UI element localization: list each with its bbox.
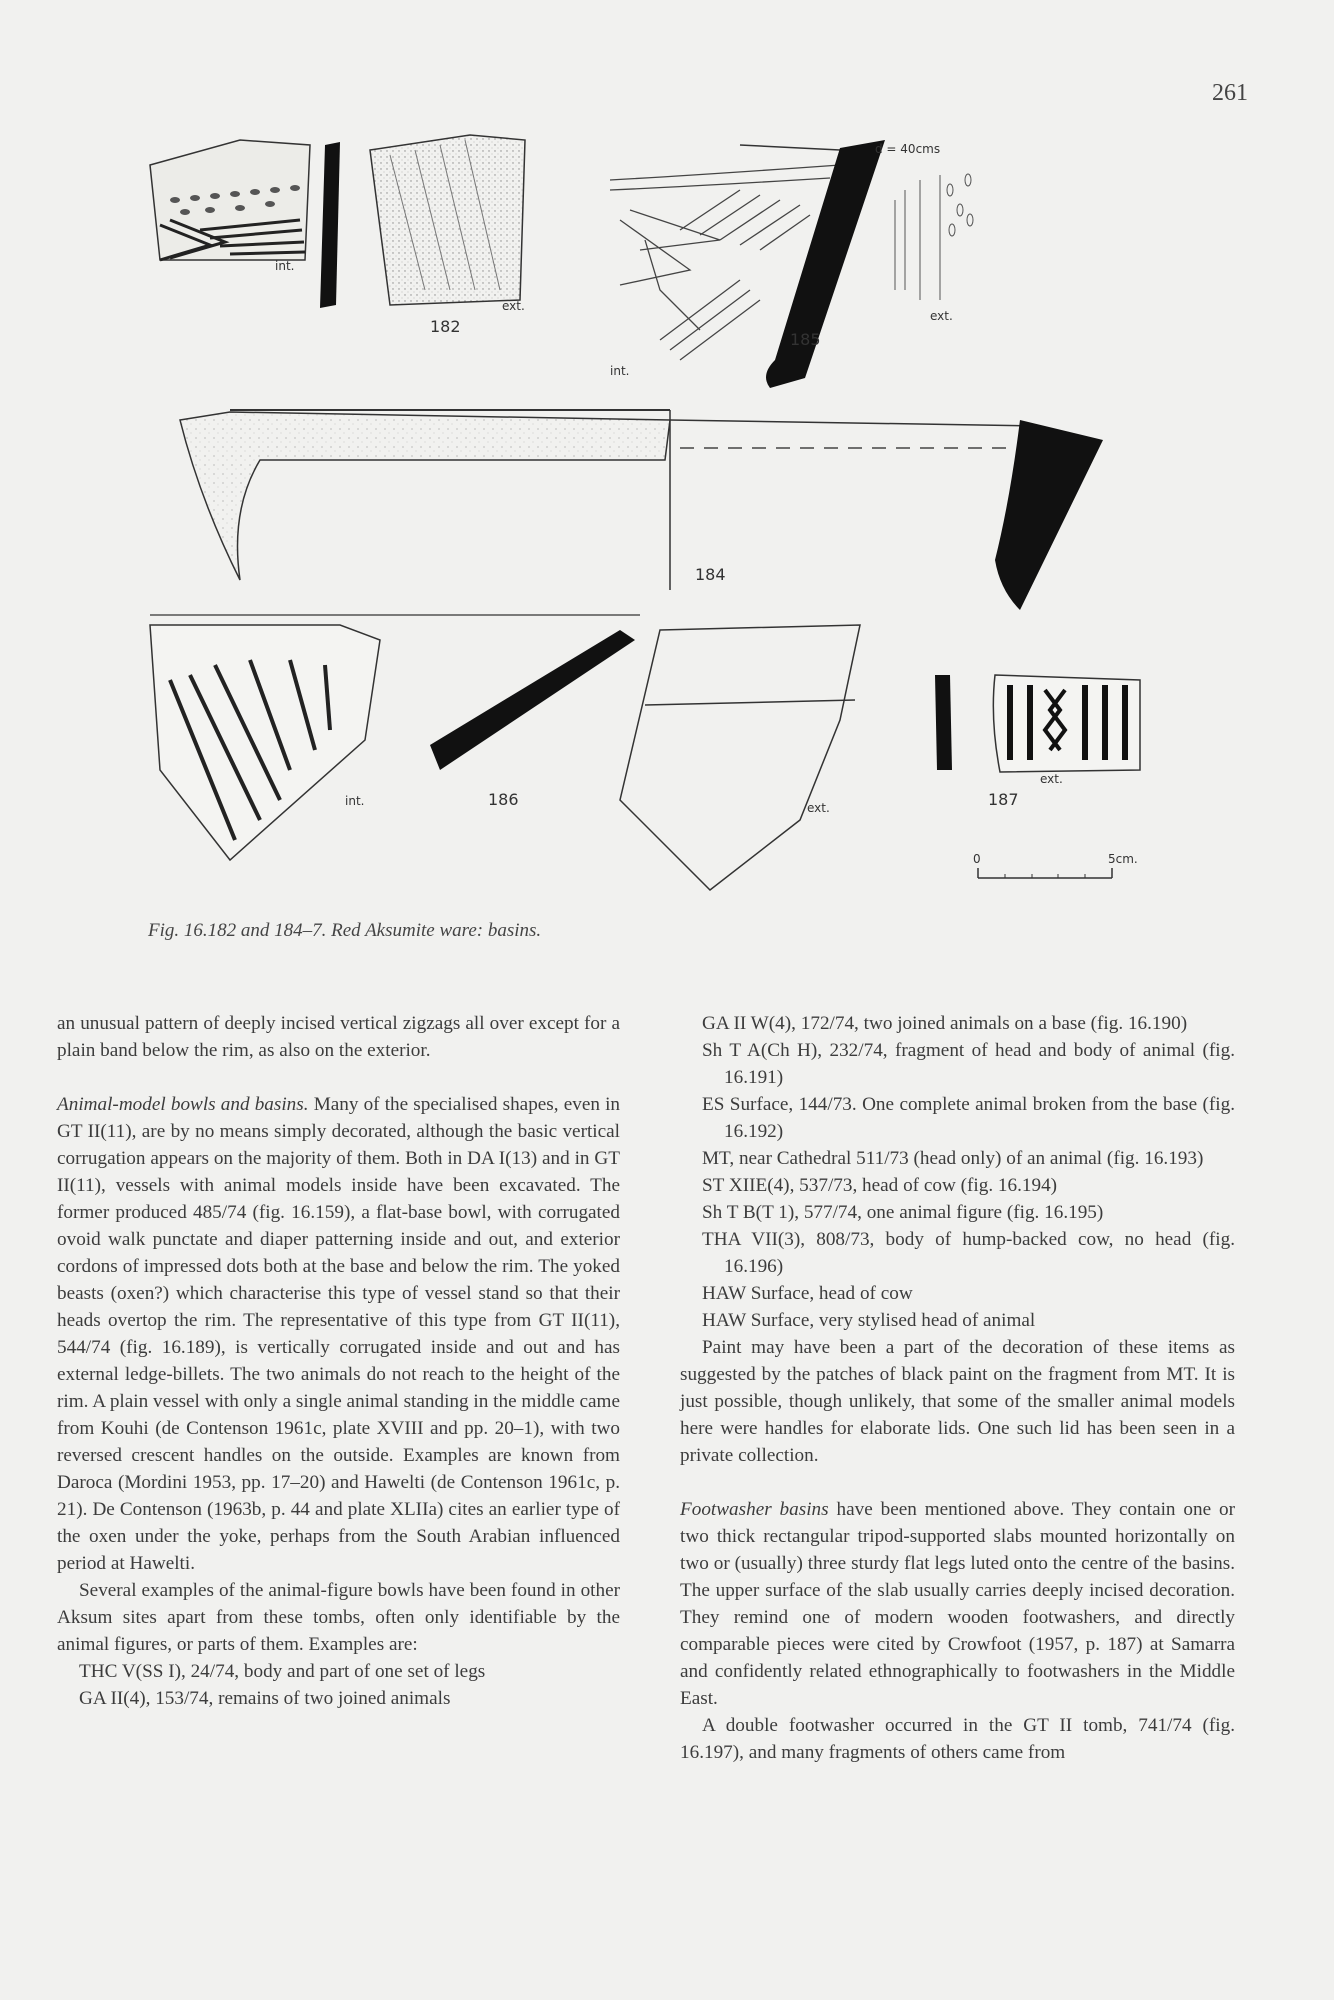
label-186-int: int. (345, 794, 365, 808)
scale-five: 5cm. (1108, 852, 1138, 866)
list-item: THA VII(3), 808/73, body of hump-backed cow, no head (fig. 16.196) (702, 1229, 1235, 1277)
pottery-figure (140, 120, 1190, 900)
label-186-ext: ext. (807, 801, 830, 815)
list-item: MT, near Cathedral 511/73 (head only) of an animal (fig. 16.193) (702, 1148, 1204, 1169)
list-item: ST XIIE(4), 537/73, head of cow (fig. 16.194) (702, 1175, 1058, 1196)
label-185-ext: ext. (930, 309, 953, 323)
label-187-ext: ext. (1040, 772, 1063, 786)
right-paragraph-3: A double footwasher occurred in the GT II tomb, 741/74 (fig. 16.197), and many fragments of others came from (680, 1715, 1235, 1763)
list-item: GA II(4), 153/74, remains of two joined animals (79, 1688, 451, 1709)
label-182: 182 (430, 317, 461, 336)
sherd-182-exterior (370, 135, 525, 305)
label-185-int: int. (610, 364, 630, 378)
sherd-185 (610, 140, 973, 388)
animal-model-heading: Animal-model bowls and basins. (57, 1094, 309, 1115)
label-186: 186 (488, 790, 519, 809)
section-186 (430, 630, 635, 770)
footwasher-heading: Footwasher basins (680, 1499, 829, 1520)
label-185: 185 (790, 330, 821, 349)
list-item: HAW Surface, very stylised head of animal (702, 1310, 1036, 1331)
scale-bar (978, 868, 1112, 878)
page-number: 261 (1212, 80, 1248, 106)
left-paragraph-3: Several examples of the animal-figure bowls have been found in other Aksum sites apart from these tombs, often only identifiable by the animal figures, or parts of them. Examples are: (57, 1580, 620, 1655)
right-column (680, 1010, 1235, 1766)
sherd-187 (935, 675, 1140, 772)
sherd-184 (180, 410, 1103, 610)
label-182-ext: ext. (502, 299, 525, 313)
figure-caption: Fig. 16.182 and 184–7. Red Aksumite ware: basins. (148, 920, 542, 941)
label-182-int: int. (275, 259, 295, 273)
right-paragraph-1: Paint may have been a part of the decoration of these items as suggested by the patches of black paint on the fragment from MT. It is just possible, though unlikely, that some of the smaller animal models here were handles for elaborate lids. One such lid has been seen in a private collection. (680, 1337, 1235, 1466)
list-item: THC V(SS I), 24/74, body and part of one set of legs (79, 1661, 486, 1682)
sherd-186-exterior (620, 625, 860, 890)
list-item: HAW Surface, head of cow (702, 1283, 913, 1304)
section-182 (320, 142, 340, 308)
list-item: GA II W(4), 172/74, two joined animals on a base (fig. 16.190) (702, 1013, 1188, 1034)
pottery-drawings (140, 120, 1190, 900)
label-diameter: d = 40cms (875, 142, 941, 156)
scale-zero: 0 (973, 852, 981, 866)
right-paragraph-2 (680, 1496, 1235, 1712)
list-item: ES Surface, 144/73. One complete animal broken from the base (fig. 16.192) (702, 1094, 1235, 1142)
list-item: Sh T A(Ch H), 232/74, fragment of head and body of animal (fig. 16.191) (702, 1040, 1235, 1088)
list-item: Sh T B(T 1), 577/74, one animal figure (fig. 16.195) (702, 1202, 1104, 1223)
sherd-186-interior (150, 615, 640, 860)
animal-model-body: Many of the specialised shapes, even in GT II(11), are by no means simply decorated, although the basic vertical corrugation appears on the majority of them. Both in DA I(13) and in GT II(11), vessels with animal models inside have been excavated. The former produced 485/74 (fig. 16.159), a flat-base bowl, with corrugated ovoid walk punctate and diaper patterning inside and out, and exterior cordons of impressed dots both at the base and below the rim. The yoked beasts (oxen?) which characterise this type of vessel stand so that their heads overtop the rim. The representative of this type from GT II(11), 544/74 (fig. 16.189), is vertically corrugated inside and out and has external ledge-billets. The two animals do not reach to the height of the rim. A plain vessel with only a single animal standing in the middle came from Kouhi (de Contenson 1961c, plate XVIII and pp. 20–1), with two reversed crescent handles on the outside. Examples are known from Daroca (Mordini 1953, pp. 17–20) and Hawelti (de Contenson 1961c, p. 21). De Contenson (1963b, p. 44 and plate XLIIa) cites an earlier type of the oxen under the yoke, perhaps from the South Arabian influenced period at Hawelti. (57, 1094, 620, 1574)
left-paragraph-2 (57, 1091, 620, 1577)
footwasher-body: have been mentioned above. They contain one or two thick rectangular tripod-supported slabs mounted horizontally on two or (usually) three sturdy flat legs luted onto the centre of the basins. The upper surface of the slab usually carries deeply incised decoration. They remind one of modern wooden footwashers, and directly comparable pieces were cited by Crowfoot (1957, p. 187) at Samarra and confidently related ethnographically to footwashers in the Middle East. (680, 1499, 1235, 1709)
left-column (57, 1010, 620, 1712)
label-187: 187 (988, 790, 1019, 809)
left-paragraph-1: an unusual pattern of deeply incised vertical zigzags all over except for a plain band below the rim, as also on the exterior. (57, 1013, 620, 1061)
sherd-182-interior (150, 140, 310, 260)
label-184: 184 (695, 565, 726, 584)
